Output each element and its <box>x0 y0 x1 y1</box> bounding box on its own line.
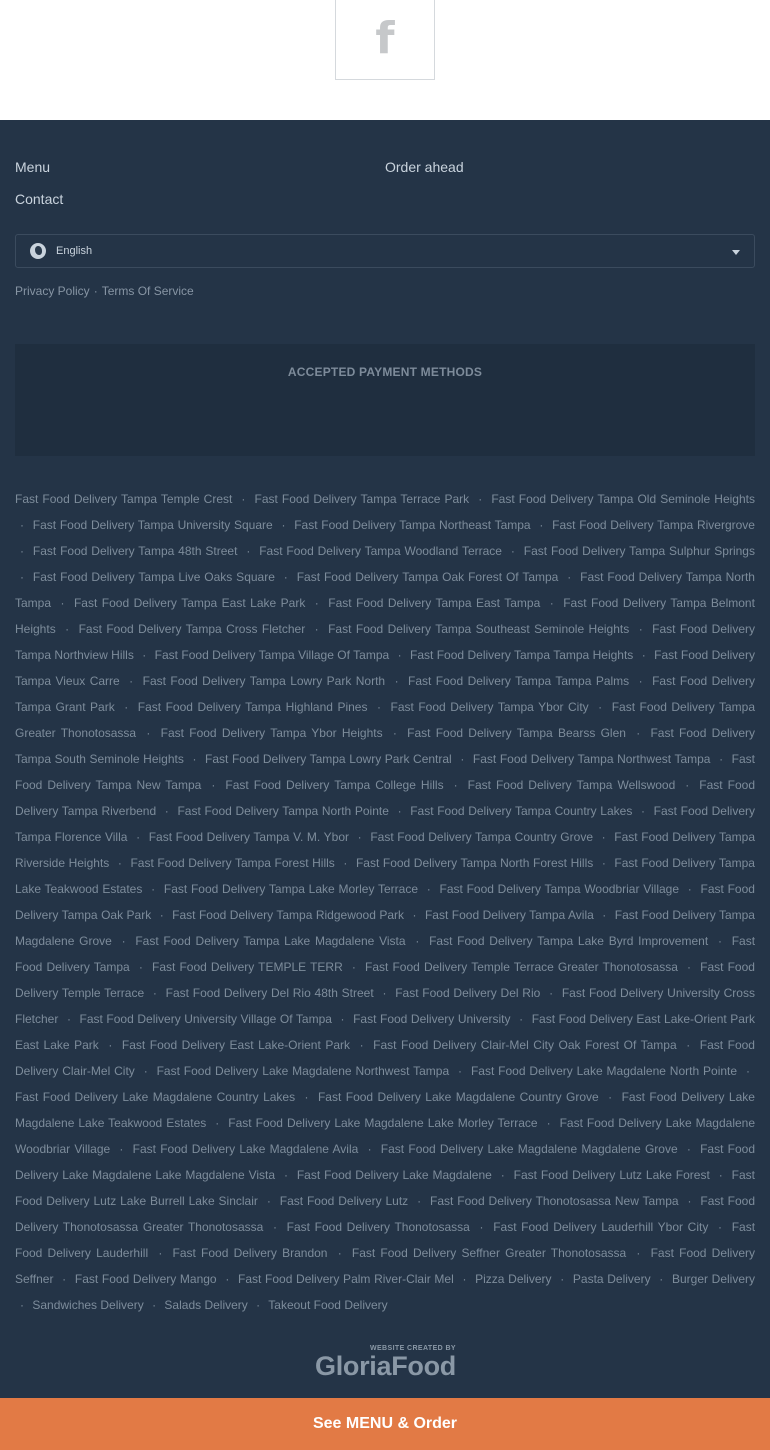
seo-separator: · <box>601 830 606 844</box>
seo-link[interactable]: Fast Food Delivery Tampa College Hills <box>225 778 444 792</box>
seo-link[interactable]: Fast Food Delivery Lake Magdalene Country Grove <box>317 1090 599 1104</box>
seo-link[interactable]: Takeout Food Delivery <box>268 1298 388 1312</box>
seo-separator: · <box>357 830 362 844</box>
top-social-section <box>0 0 770 120</box>
seo-separator: · <box>686 1142 691 1156</box>
seo-link[interactable]: Fast Food Delivery Del Rio 48th Street <box>165 986 374 1000</box>
seo-separator: · <box>159 908 164 922</box>
seo-separator: · <box>602 908 607 922</box>
seo-separator: · <box>598 700 603 714</box>
seo-separator: · <box>567 570 572 584</box>
seo-link[interactable]: Fast Food Delivery Tampa Lake Magdalene Vista <box>135 934 406 948</box>
footer-link-menu[interactable]: Menu <box>15 159 51 175</box>
gloriafood-logo: GloriaFood <box>315 1351 456 1381</box>
seo-link[interactable]: Fast Food Delivery Seffner <box>15 1246 756 1286</box>
seo-link[interactable]: Fast Food Delivery Clair-Mel City <box>15 1038 755 1078</box>
seo-separator: · <box>20 1298 24 1312</box>
chevron-down-icon <box>732 250 740 255</box>
seo-link[interactable]: Fast Food Delivery Tampa North Tampa <box>15 570 755 610</box>
seo-separator: · <box>121 934 126 948</box>
seo-separator: · <box>108 1038 113 1052</box>
payment-methods-title: ACCEPTED PAYMENT METHODS <box>287 365 483 379</box>
seo-separator: · <box>20 518 24 532</box>
seo-link[interactable]: Fast Food Delivery Tampa Wellswood <box>467 778 676 792</box>
seo-separator: · <box>192 752 197 766</box>
privacy-policy-link[interactable]: Privacy Policy <box>15 284 90 298</box>
seo-link[interactable]: Fast Food Delivery Tampa Florence Villa <box>15 804 755 844</box>
seo-link[interactable]: Fast Food Delivery Thonotosassa <box>286 1220 470 1234</box>
seo-separator: · <box>158 1246 163 1260</box>
seo-separator: · <box>510 544 515 558</box>
seo-link[interactable]: Fast Food Delivery Tampa Northwest Tampa <box>472 752 711 766</box>
terms-of-service-link[interactable]: Terms Of Service <box>101 284 194 298</box>
seo-separator: · <box>152 1298 157 1312</box>
seo-link[interactable]: Fast Food Delivery Tampa Sulphur Springs <box>523 544 755 558</box>
seo-link[interactable]: Fast Food Delivery Tampa Tampa Palms <box>408 674 630 688</box>
footer-link-contact[interactable]: Contact <box>15 191 64 207</box>
seo-link[interactable]: Fast Food Delivery Tampa Northeast Tampa <box>294 518 531 532</box>
seo-link[interactable]: Fast Food Delivery Lutz <box>279 1194 409 1208</box>
seo-link[interactable]: Fast Food Delivery Del Rio <box>395 986 541 1000</box>
seo-separator: · <box>717 934 722 948</box>
seo-link[interactable]: Fast Food Delivery Tampa Lowry Park Central <box>205 752 452 766</box>
seo-separator: · <box>458 1064 463 1078</box>
seo-separator: · <box>151 882 156 896</box>
seo-separator: · <box>394 674 399 688</box>
seo-link[interactable]: Fast Food Delivery Tampa Lake Teakwood Estates <box>15 856 755 896</box>
seo-link[interactable]: Fast Food Delivery Lauderhill Ybor City <box>493 1220 709 1234</box>
seo-link[interactable]: Fast Food Delivery Tampa Oak Park <box>15 882 755 922</box>
seo-separator: · <box>636 1246 641 1260</box>
seo-link[interactable]: Fast Food Delivery Tampa Temple Crest <box>15 492 233 506</box>
seo-separator: · <box>211 778 216 792</box>
legal-links <box>15 284 194 298</box>
seo-separator: · <box>142 648 147 662</box>
seo-link[interactable]: Fast Food Delivery Tampa Lake Byrd Improvement <box>429 934 709 948</box>
seo-separator: · <box>412 908 417 922</box>
footer <box>0 120 770 1398</box>
seo-link[interactable]: Fast Food Delivery Tampa Country Grove <box>370 830 593 844</box>
seo-separator: · <box>117 856 122 870</box>
seo-separator: · <box>66 1012 71 1026</box>
seo-separator: · <box>273 1220 277 1234</box>
seo-link[interactable]: Fast Food Delivery Tampa Ridgewood Park <box>172 908 405 922</box>
payment-methods-panel <box>15 344 755 456</box>
seo-separator: · <box>124 700 129 714</box>
seo-separator: · <box>546 1116 551 1130</box>
seo-separator: · <box>225 1272 230 1286</box>
seo-link[interactable]: Fast Food Delivery Tampa North Pointe <box>177 804 389 818</box>
seo-separator: · <box>462 1272 467 1286</box>
seo-separator: · <box>687 960 692 974</box>
seo-separator: · <box>453 778 458 792</box>
globe-icon <box>30 243 46 259</box>
seo-separator: · <box>460 752 465 766</box>
seo-link[interactable]: Fast Food Delivery Thonotosassa Greater Thonotosassa <box>15 1194 756 1234</box>
seo-link[interactable]: Fast Food Delivery Tampa Tampa Heights <box>409 648 634 662</box>
seo-separator: · <box>283 570 288 584</box>
seo-link[interactable]: Fast Food Delivery Tampa Cross Fletcher <box>78 622 306 636</box>
brand-caption: WEBSITE CREATED BY <box>369 1345 456 1352</box>
seo-link[interactable]: Fast Food Delivery Mango <box>74 1272 217 1286</box>
seo-link[interactable]: Fast Food Delivery Tampa Highland Pines <box>137 700 368 714</box>
seo-separator: · <box>65 622 70 636</box>
seo-separator: · <box>382 986 387 1000</box>
seo-link[interactable]: Fast Food Delivery Tampa Riverside Heights <box>15 830 756 870</box>
seo-link[interactable]: Fast Food Delivery Tampa <box>15 934 756 974</box>
seo-link[interactable]: Fast Food Delivery Tampa North Forest Hills <box>355 856 594 870</box>
seo-link[interactable]: Fast Food Delivery Lake Magdalene Northwest Tampa <box>156 1064 450 1078</box>
seo-link[interactable]: Fast Food Delivery Tampa East Lake Park <box>73 596 306 610</box>
seo-link[interactable]: Fast Food Delivery Tampa Woodbriar Village <box>439 882 680 896</box>
seo-separator: · <box>146 726 151 740</box>
facebook-button[interactable] <box>335 0 435 80</box>
seo-link[interactable]: Pizza Delivery <box>475 1272 552 1286</box>
seo-separator: · <box>152 986 157 1000</box>
seo-separator: · <box>304 1090 309 1104</box>
see-menu-order-button[interactable] <box>0 1398 770 1450</box>
seo-separator: · <box>138 960 143 974</box>
seo-separator: · <box>283 1168 288 1182</box>
seo-link[interactable]: Fast Food Delivery Temple Terrace <box>15 960 755 1000</box>
seo-link[interactable]: Fast Food Delivery Tampa Village Of Tampa <box>154 648 390 662</box>
seo-separator: · <box>314 596 319 610</box>
seo-link[interactable]: Fast Food Delivery Palm River-Clair Mel <box>238 1272 454 1286</box>
seo-separator: · <box>718 1168 723 1182</box>
seo-separator: · <box>367 1142 372 1156</box>
seo-link[interactable]: Fast Food Delivery Tampa Terrace Park <box>254 492 470 506</box>
seo-separator: · <box>343 856 348 870</box>
seo-link[interactable]: Fast Food Delivery Lake Magdalene Magdalene Grove <box>380 1142 678 1156</box>
cta-label: See MENU & Order <box>312 1415 458 1432</box>
seo-separator: · <box>519 1012 524 1026</box>
seo-separator: · <box>281 518 286 532</box>
seo-separator: · <box>62 1272 67 1286</box>
seo-link[interactable]: Sandwiches Delivery <box>32 1298 144 1312</box>
seo-separator: · <box>246 544 251 558</box>
seo-link[interactable]: Fast Food Delivery Tampa Old Seminole Heights <box>491 492 755 506</box>
seo-separator: · <box>164 804 169 818</box>
seo-separator: · <box>638 674 643 688</box>
gloriafood-brand[interactable] <box>315 1345 456 1385</box>
seo-link[interactable]: Fast Food Delivery Tampa Ybor Heights <box>160 726 383 740</box>
seo-link[interactable]: Fast Food Delivery Tampa Southeast Seminole Heights <box>328 622 630 636</box>
seo-separator: · <box>745 1064 750 1078</box>
facebook-icon: f <box>375 13 395 64</box>
seo-separator: · <box>687 882 692 896</box>
seo-separator: · <box>641 648 646 662</box>
seo-separator: · <box>377 700 381 714</box>
seo-link[interactable]: Fast Food Delivery Tampa Grant Park <box>15 674 756 714</box>
seo-link[interactable]: Fast Food Delivery Lutz Lake Forest <box>513 1168 710 1182</box>
seo-link[interactable]: Fast Food Delivery Tampa Northview Hills <box>15 622 756 662</box>
seo-separator: · <box>479 1220 484 1234</box>
seo-separator: · <box>685 778 690 792</box>
seo-separator: · <box>601 856 606 870</box>
seo-link[interactable]: Fast Food Delivery Tampa V. M. Ybor <box>148 830 350 844</box>
seo-separator: · <box>560 1272 565 1286</box>
seo-separator: · <box>340 1012 345 1026</box>
seo-link[interactable]: Fast Food Delivery Lauderhill <box>15 1220 756 1260</box>
seo-separator: · <box>478 492 483 506</box>
seo-separator: · <box>241 492 246 506</box>
seo-link[interactable]: Fast Food Delivery Tampa Country Lakes <box>410 804 633 818</box>
seo-link[interactable]: Fast Food Delivery Tampa Greater Thonotosassa <box>15 700 756 740</box>
seo-separator: · <box>659 1272 664 1286</box>
language-selected: English <box>56 245 93 257</box>
seo-separator: · <box>143 1064 148 1078</box>
seo-link[interactable]: Fast Food Delivery Tampa Oak Forest Of Tampa <box>296 570 559 584</box>
seo-separator: · <box>392 726 397 740</box>
seo-link[interactable]: Fast Food Delivery Tampa Lowry Park North <box>142 674 386 688</box>
seo-separator: · <box>636 726 641 740</box>
seo-link[interactable]: Fast Food Delivery Clair-Mel City Oak Forest Of Tampa <box>373 1038 677 1052</box>
seo-separator: · <box>359 1038 364 1052</box>
seo-link[interactable]: Fast Food Delivery Tampa Live Oaks Square <box>32 570 275 584</box>
seo-link[interactable]: Fast Food Delivery Tampa East Tampa <box>328 596 541 610</box>
seo-separator: · <box>136 830 141 844</box>
seo-separator: · <box>687 1194 692 1208</box>
seo-link[interactable]: Fast Food Delivery Tampa Magdalene Grove <box>15 908 755 948</box>
seo-separator: · <box>415 934 420 948</box>
seo-separator: · <box>539 518 544 532</box>
seo-separator: · <box>426 882 431 896</box>
language-select[interactable] <box>15 234 755 268</box>
seo-separator: · <box>119 1142 124 1156</box>
seo-link[interactable]: Fast Food Delivery University Cross Fletcher <box>15 986 755 1026</box>
seo-links-block <box>15 486 755 1318</box>
seo-link[interactable]: Fast Food Delivery Tampa Rivergrove <box>552 518 755 532</box>
seo-separator: · <box>266 1194 271 1208</box>
seo-link[interactable]: Fast Food Delivery Lake Magdalene Avila <box>132 1142 359 1156</box>
seo-link[interactable]: Fast Food Delivery Temple Terrace Greater Thonotosassa <box>365 960 678 974</box>
seo-link[interactable]: Fast Food Delivery Tampa 48th Street <box>32 544 238 558</box>
seo-link[interactable]: Fast Food Delivery Tampa Vieux Carre <box>15 648 755 688</box>
seo-link[interactable]: Fast Food Delivery Tampa Riverbend <box>15 778 755 818</box>
seo-link[interactable]: Fast Food Delivery Tampa Belmont Heights <box>15 596 755 636</box>
seo-link[interactable]: Fast Food Delivery Lake Magdalene Country Lakes <box>15 1090 296 1104</box>
seo-link[interactable]: Fast Food Delivery Tampa Lake Morley Terrace <box>163 882 418 896</box>
seo-link[interactable]: Pasta Delivery <box>572 1272 651 1286</box>
seo-separator: · <box>549 596 554 610</box>
seo-link[interactable]: Fast Food Delivery East Lake-Orient Park <box>121 1038 351 1052</box>
seo-separator: · <box>718 1220 723 1234</box>
seo-link[interactable]: Fast Food Delivery University Village Of Tampa <box>79 1012 332 1026</box>
seo-separator: · <box>60 596 65 610</box>
seo-separator: · <box>215 1116 220 1130</box>
seo-separator: · <box>500 1168 505 1182</box>
seo-separator: · <box>337 1246 342 1260</box>
seo-link[interactable]: Fast Food Delivery Tampa Avila <box>424 908 594 922</box>
seo-link[interactable]: Fast Food Delivery Lutz Lake Burrell Lake Sinclair <box>15 1168 755 1208</box>
seo-separator: · <box>314 622 319 636</box>
seo-link[interactable]: Fast Food Delivery Tampa Woodland Terrace <box>259 544 502 558</box>
seo-link[interactable]: Fast Food Delivery Tampa Forest Hills <box>130 856 335 870</box>
seo-separator: · <box>417 1194 422 1208</box>
seo-link[interactable]: Fast Food Delivery Seffner Greater Thonotosassa <box>351 1246 627 1260</box>
seo-separator: · <box>638 622 643 636</box>
seo-link[interactable]: Fast Food Delivery Lake Magdalene Woodbriar Village <box>15 1116 756 1156</box>
seo-separator: · <box>397 648 402 662</box>
seo-separator: · <box>719 752 724 766</box>
seo-link[interactable]: Fast Food Delivery Lake Magdalene <box>296 1168 492 1182</box>
seo-link[interactable]: Fast Food Delivery Tampa University Square <box>32 518 273 532</box>
seo-link[interactable]: Fast Food Delivery Lake Magdalene Lake Morley Terrace <box>228 1116 538 1130</box>
seo-link[interactable]: Fast Food Delivery Tampa New Tampa <box>15 752 756 792</box>
footer-link-order-ahead[interactable]: Order ahead <box>385 159 464 175</box>
seo-separator: · <box>686 1038 691 1052</box>
seo-separator: · <box>129 674 134 688</box>
seo-link[interactable]: Burger Delivery <box>671 1272 756 1286</box>
seo-separator: · <box>351 960 356 974</box>
seo-link[interactable]: Fast Food Delivery Brandon <box>172 1246 328 1260</box>
seo-link[interactable]: Fast Food Delivery Thonotosassa New Tampa <box>430 1194 679 1208</box>
seo-link[interactable]: Fast Food Delivery Lake Magdalene Lake Magdalene Vista <box>15 1142 756 1182</box>
seo-separator: · <box>256 1298 261 1312</box>
seo-separator: · <box>20 544 24 558</box>
seo-separator: · <box>641 804 645 818</box>
seo-link[interactable]: Fast Food Delivery East Lake-Orient Park East Lake Park <box>15 1012 755 1052</box>
seo-separator: · <box>608 1090 613 1104</box>
seo-link[interactable]: Fast Food Delivery Lake Magdalene North Pointe <box>470 1064 738 1078</box>
seo-link[interactable]: Fast Food Delivery Tampa Ybor City <box>390 700 589 714</box>
seo-link[interactable]: Fast Food Delivery Tampa South Seminole Heights <box>15 726 755 766</box>
legal-separator: · <box>93 284 98 298</box>
seo-separator: · <box>20 570 24 584</box>
seo-link[interactable]: Fast Food Delivery Tampa Bearss Glen <box>407 726 626 740</box>
seo-separator: · <box>549 986 554 1000</box>
seo-link[interactable]: Fast Food Delivery Lake Magdalene Lake Teakwood Estates <box>15 1090 755 1130</box>
seo-link[interactable]: Fast Food Delivery TEMPLE TERR <box>152 960 343 974</box>
seo-link[interactable]: Salads Delivery <box>164 1298 248 1312</box>
seo-separator: · <box>397 804 402 818</box>
seo-link[interactable]: Fast Food Delivery University <box>353 1012 511 1026</box>
